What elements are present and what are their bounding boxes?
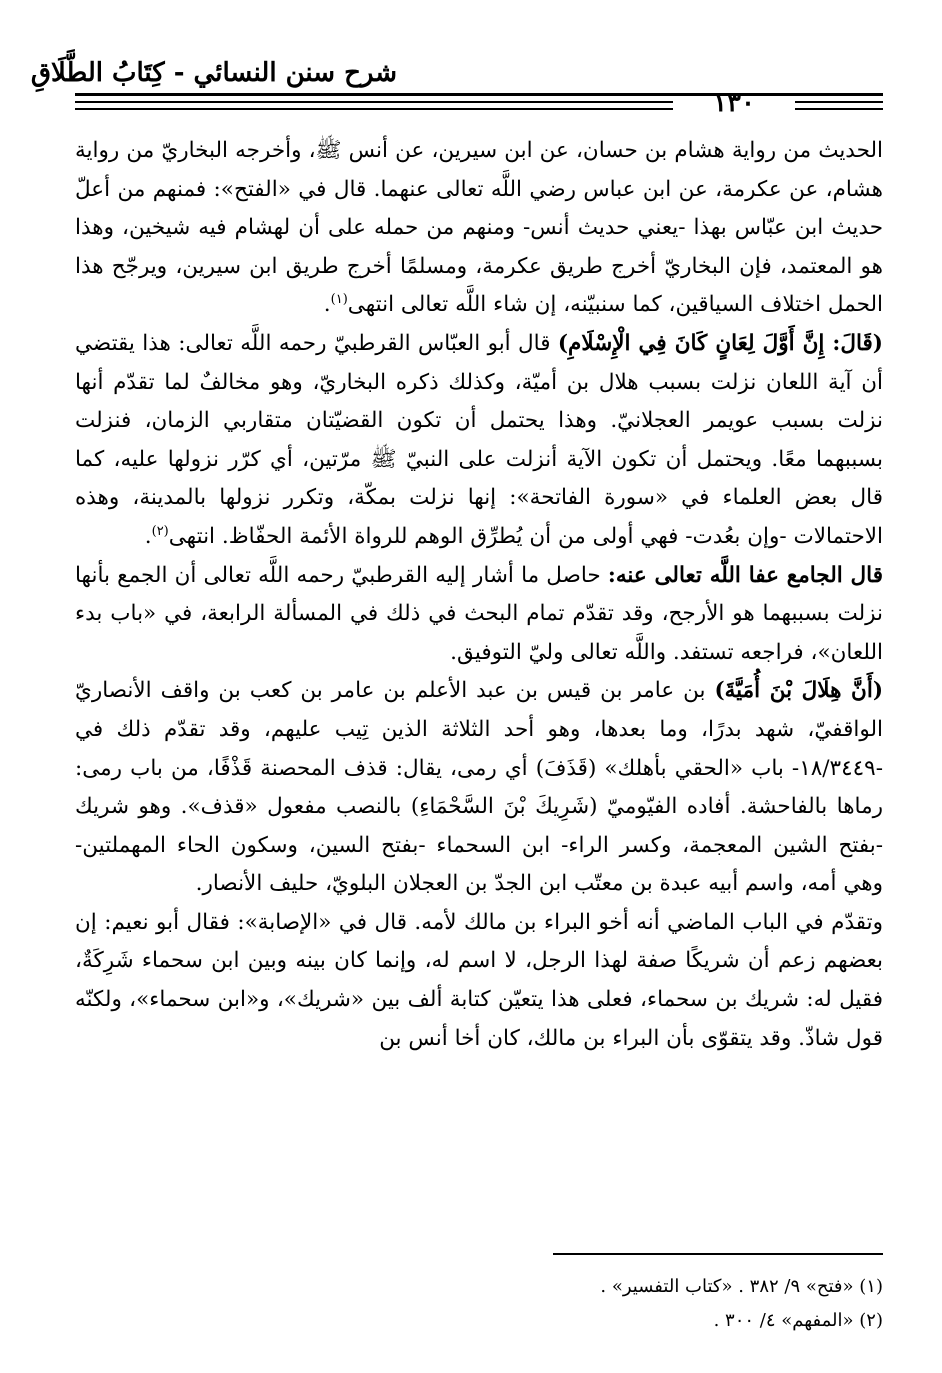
paragraph-lead: (قَالَ: إِنَّ أَوَّلَ لِعَانٍ كَانَ فِي الْإِسْلَامِ): [557, 330, 883, 356]
page-number: ١٣٠: [713, 88, 755, 118]
running-header-title: شرح سنن النسائي - كِتَابُ الطَّلَاقِ: [30, 58, 397, 88]
paragraph-lead: قال الجامع عفا اللَّه تعالى عنه:: [607, 562, 883, 588]
footnote: (٢) «المفهم» ٤/ ٣٠٠ .: [713, 1310, 883, 1331]
footnote: (١) «فتح» ٩/ ٣٨٢ . «كتاب التفسير» .: [600, 1276, 883, 1297]
header-double-rule-left-bottom: [75, 108, 673, 110]
header-double-rule-left-top: [75, 101, 673, 103]
footnotes: [75, 1270, 883, 1338]
paragraph: [75, 672, 883, 904]
paragraph-tail: .: [323, 292, 331, 318]
header-double-rule-right-bottom: [795, 108, 883, 110]
paragraph-text: الحديث من رواية هشام بن حسان، عن ابن سيرين، عن أنس ﷺ، وأخرجه البخاريّ من رواية هشام، عن عكرمة، عن ابن عباس رضي اللَّه تعالى عنهما. قال في «الفتح»: فمنهم من أعلّ حديث ابن عبّاس بهذا -يعني حديث أنس- ومنهم من حمله على أن لهشام فيه شيخين، وهذا هو المعتمد، فإن البخاريّ أخرج طريق عكرمة، ومسلمًا أخرج طريق ابن سيرين، ويرجّح هذا الحمل اختلاف السياقين، كما سنبيّنه، إن شاء اللَّه تعالى انتهى: [75, 138, 883, 318]
header-double-rule-right-top: [795, 101, 883, 103]
body-text: [75, 132, 883, 1058]
paragraph: [75, 904, 883, 1058]
paragraph-tail: .: [144, 523, 152, 549]
footnote-separator: [553, 1253, 883, 1255]
paragraph-text: وتقدّم في الباب الماضي أنه أخو البراء بن مالك لأمه. قال في «الإصابة»: فقال أبو نعيم: إن بعضهم زعم أن شريكًا صفة لهذا الرجل، لا اسم له، وإنما كان بينه وبين ابن سحماء شَرِكَةٌ، فقيل له: شريك بن سحماء، فعلى هذا يتعيّن كتابة ألف بين «شريك»، و«ابن سحماء»، ولكنّه قول شاذّ. وقد يتقوّى بأن البراء بن مالك، كان أخا أنس بن: [75, 909, 883, 1051]
footnote-ref: (٢): [151, 523, 169, 539]
paragraph-text: بن عامر بن قيس بن عبد الأعلم بن عامر بن كعب بن واقف الأنصاريّ الواقفيّ، شهد بدرًا، وما بعدها، وهو أحد الثلاثة الذين تِيب عليهم، وقد تقدّم ذلك في -١٨/٣٤٤٩- باب «الحقي بأهلك» (قَذَفَ) أي رمى، يقال: قذف المحصنة قَذْفًا، من باب رمى: رماها بالفاحشة. أفاده الفيّوميّ (شَرِيكَ بْنَ السَّحْمَاءِ) بالنصب مفعول «قذف». وهو شريك -بفتح الشين المعجمة، وكسر الراء- ابن السحماء -بفتح السين، وسكون الحاء المهملتين- وهي أمه، واسم أبيه عبدة بن معتّب ابن الجدّ بن العجلان البلويّ، حليف الأنصار.: [75, 678, 883, 897]
paragraph: [75, 132, 883, 325]
paragraph-lead: (أَنَّ هِلَالَ بْنَ أُمَيَّةَ): [714, 678, 883, 704]
paragraph: [75, 325, 883, 557]
footnote-ref: (١): [330, 292, 348, 308]
paragraph: [75, 557, 883, 673]
paragraph-text: حاصل ما أشار إليه القرطبيّ رحمه اللَّه تعالى أن الجمع بأنها نزلت بسببهما هو الأرجح، وقد تقدّم تمام البحث في ذلك في المسألة الرابعة، في «باب بدء اللعان»، فراجعه تستفد. واللَّه تعالى وليّ التوفيق.: [75, 562, 883, 665]
paragraph-text: قال أبو العبّاس القرطبيّ رحمه اللَّه تعالى: هذا يقتضي أن آية اللعان نزلت بسبب هلال بن أميّة، وكذلك ذكره البخاريّ، وهو مخالفٌ لما تقدّم أنها نزلت بسبب عويمر العجلانيّ. وهذا يحتمل أن تكون القضيّتان متقاربي الزمان، فنزلت بسببهما معًا. ويحتمل أن تكون الآية أنزلت على النبيّ ﷺ مرّتين، أي كرّر نزولها عليه، كما قال بعض العلماء في «سورة الفاتحة»: إنها نزلت بمكّة، وتكرر نزولها بالمدينة، وهذه الاحتمالات -وإن بعُدت- فهي أولى من أن يُطرِّق الوهم للرواة الأئمة الحفّاظ. انتهى: [75, 330, 883, 549]
